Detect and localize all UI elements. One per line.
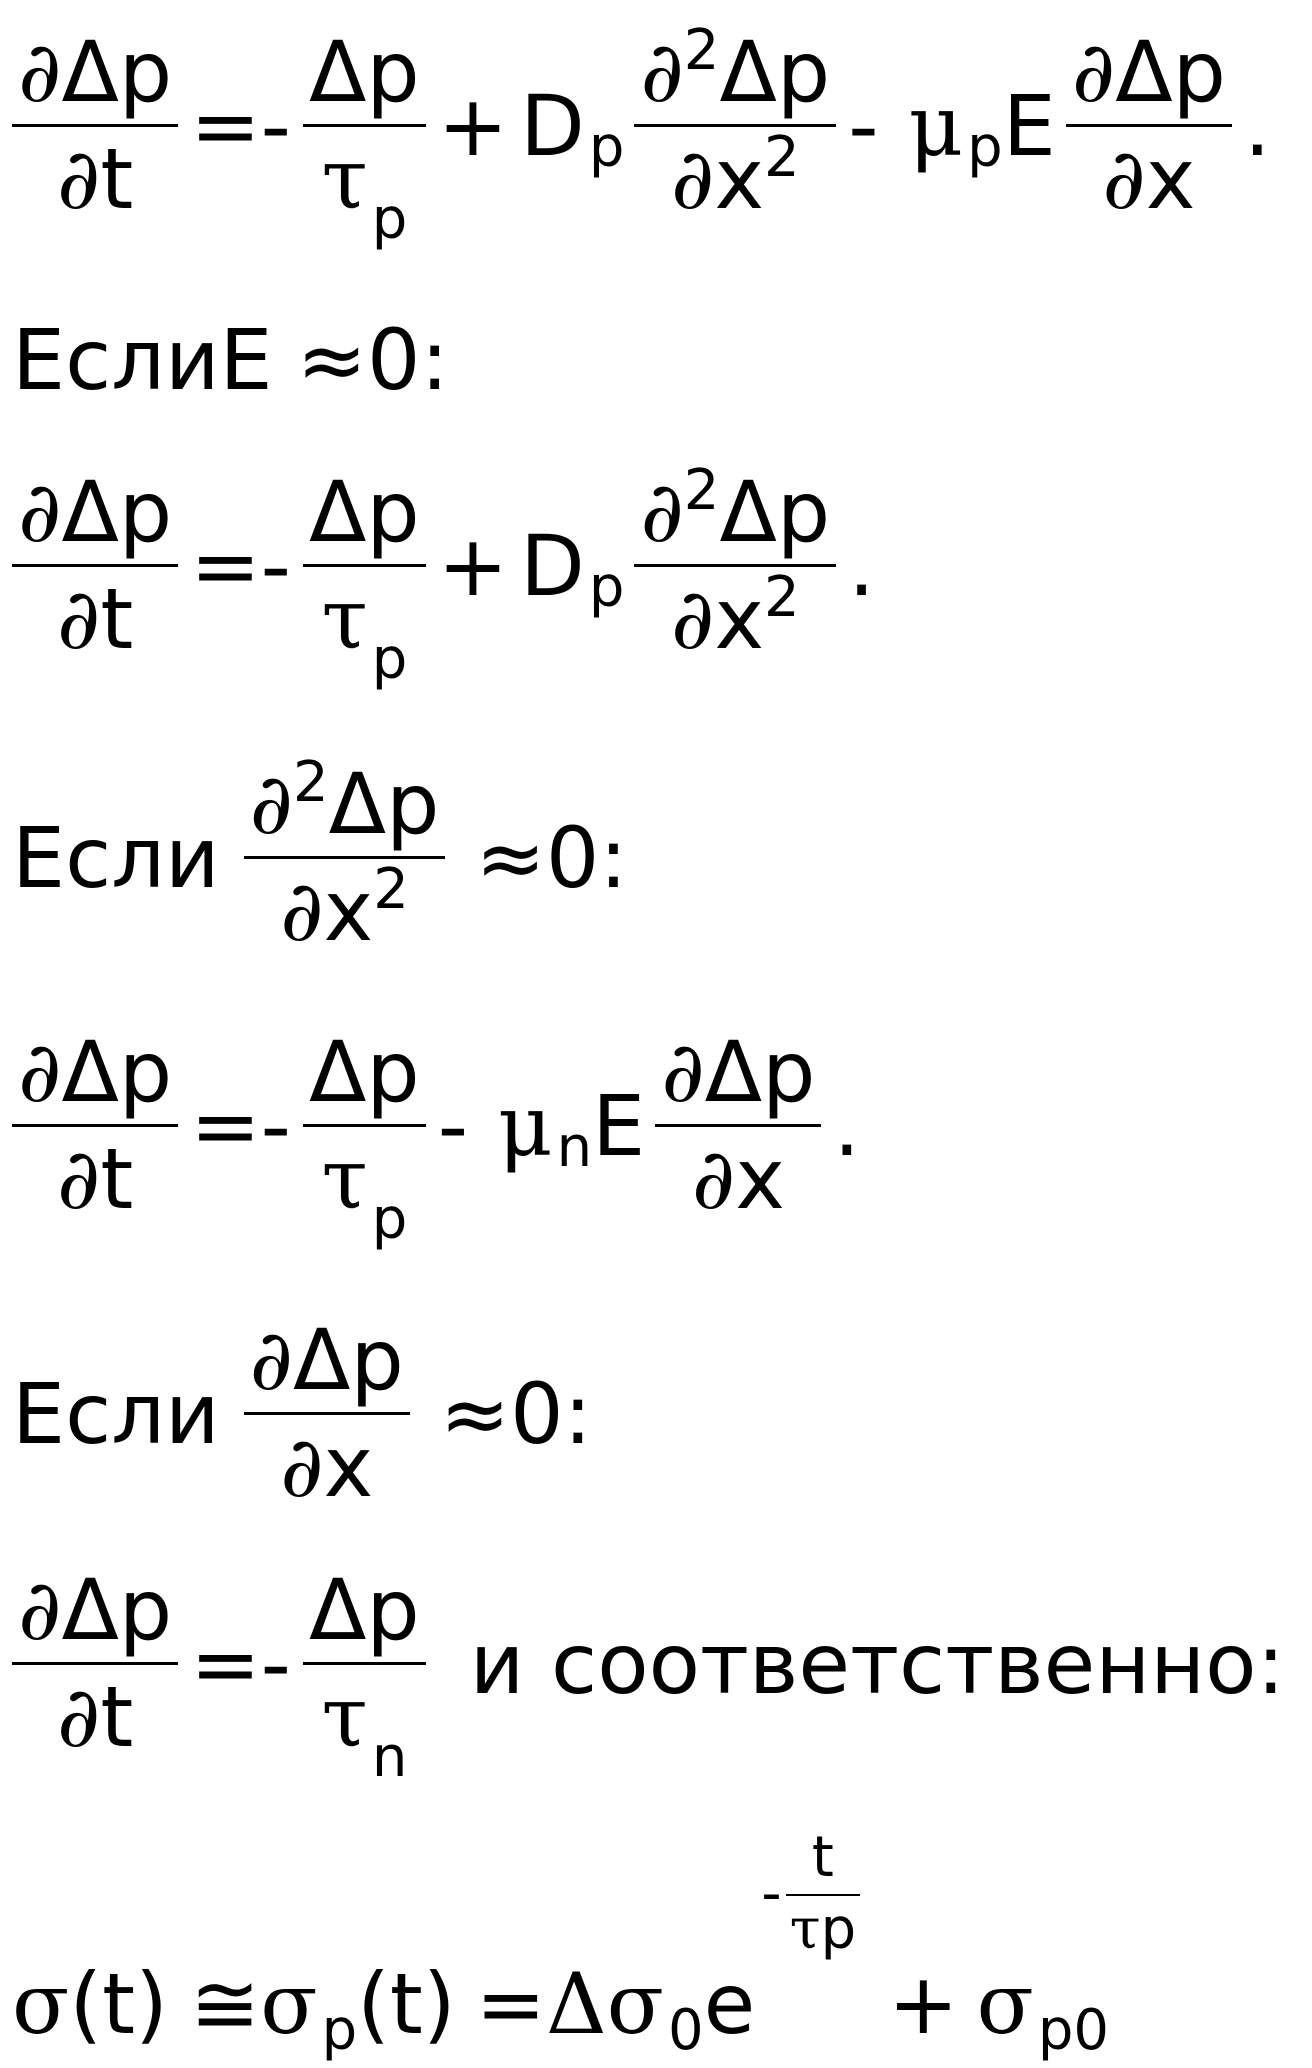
- subscript-p: p: [321, 1997, 358, 2063]
- partial-symbol: ∂: [56, 570, 101, 668]
- superscript-2: 2: [292, 750, 329, 815]
- equation-4: [12, 1561, 1285, 1790]
- fraction-d2p-dx2: [634, 18, 836, 228]
- fraction-dp-tau: [303, 1023, 426, 1252]
- condition-word: Если: [12, 808, 220, 907]
- superscript-2: 2: [764, 565, 800, 630]
- congruent-sign: ≅: [189, 1955, 261, 2053]
- var-x: x: [1145, 130, 1196, 228]
- zero: 0: [545, 808, 600, 907]
- var-t: t: [100, 1130, 134, 1228]
- fraction-dp-dt: [12, 463, 178, 668]
- var-t: t: [100, 1668, 134, 1766]
- subscript-p: p: [967, 115, 1003, 180]
- partial-symbol: ∂: [280, 862, 324, 960]
- partial-symbol: ∂: [56, 130, 101, 228]
- equals-sign: =: [475, 1955, 547, 2053]
- var-x: x: [323, 1418, 374, 1516]
- period: .: [833, 1076, 861, 1175]
- partial-symbol: ∂: [18, 1561, 62, 1659]
- plus-sign: +: [888, 1955, 959, 2053]
- plus-sign: +: [437, 516, 509, 615]
- delta-p: Δp: [328, 755, 440, 853]
- delta-sigma: Δσ: [546, 1955, 665, 2053]
- var-t: t: [102, 1955, 136, 2053]
- condition-word: Если: [12, 1364, 220, 1463]
- zero: 0: [510, 1364, 564, 1463]
- partial-symbol: ∂: [18, 23, 62, 121]
- equals-minus: =-: [190, 516, 291, 615]
- partial-symbol: ∂: [670, 570, 715, 668]
- partial-symbol: ∂: [640, 463, 684, 561]
- equation-5: σ ( t ) ≅ σ p ( t ) = Δσ 0 e - t τp + σ p0: [12, 1825, 1110, 2063]
- subscript-p0: p0: [1037, 1997, 1110, 2063]
- delta-p: Δp: [308, 23, 420, 121]
- var-x: x: [714, 570, 765, 668]
- subscript-p: p: [588, 115, 625, 180]
- superscript-2: 2: [373, 857, 409, 922]
- approx-sign: ≈: [475, 808, 546, 907]
- delta-p: Δp: [704, 1023, 816, 1121]
- var-x: x: [714, 130, 765, 228]
- subscript-p: p: [371, 187, 408, 252]
- delta-p: Δp: [308, 463, 420, 561]
- var-x: x: [323, 862, 374, 960]
- fraction-dp-tau-n: [303, 1561, 426, 1790]
- fraction-dp-dt: [12, 23, 178, 228]
- delta-p: Δp: [308, 1561, 420, 1659]
- plus-sign: +: [437, 76, 509, 175]
- tau-symbol: τ: [321, 1130, 368, 1228]
- equals-minus: =-: [190, 1076, 291, 1175]
- delta-p: Δp: [719, 463, 831, 561]
- sigma-symbol: σ: [976, 1955, 1034, 2053]
- mu-symbol: μ: [498, 1076, 553, 1175]
- var-e: e: [703, 1955, 756, 2053]
- approx-sign: ≈: [296, 311, 368, 409]
- partial-symbol: ∂: [1102, 130, 1146, 228]
- fraction-d2p-dx2: [244, 750, 446, 960]
- delta-p: Δp: [61, 23, 173, 121]
- tau-symbol: τ: [321, 130, 368, 228]
- delta-p: Δp: [61, 1023, 173, 1121]
- var-D: D: [520, 516, 585, 615]
- exponent: [761, 1825, 864, 1962]
- subscript-p: p: [371, 627, 408, 692]
- fraction-dp-tau: [303, 463, 426, 692]
- fraction-dp-dt: [12, 1561, 178, 1766]
- var-p: p: [820, 1897, 857, 1962]
- superscript-2: 2: [764, 125, 800, 190]
- condition-2: [12, 750, 628, 960]
- colon: :: [599, 808, 628, 907]
- exponent-fraction: [786, 1825, 861, 1962]
- var-t: t: [100, 130, 134, 228]
- delta-p: Δp: [292, 1311, 404, 1409]
- fraction-dp-dx: [1066, 23, 1232, 228]
- fraction-dp-tau: [303, 23, 426, 252]
- var-E: E: [1002, 76, 1056, 175]
- fraction-dp-dt: [12, 1023, 178, 1228]
- subscript-n: n: [556, 1115, 593, 1180]
- partial-symbol: ∂: [280, 1418, 324, 1516]
- condition-word: Если: [12, 311, 220, 409]
- equals-minus: =-: [190, 76, 291, 175]
- partial-symbol: ∂: [1071, 23, 1116, 121]
- subscript-p: p: [588, 555, 625, 620]
- partial-symbol: ∂: [18, 1023, 62, 1121]
- fraction-d2p-dx2: [634, 458, 836, 668]
- approx-sign: ≈: [439, 1364, 511, 1463]
- delta-p: Δp: [719, 23, 831, 121]
- var-x: x: [735, 1130, 785, 1228]
- period: .: [1244, 76, 1271, 175]
- partial-symbol: ∂: [56, 1130, 101, 1228]
- var-E: E: [219, 311, 273, 409]
- condition-1: [12, 311, 449, 409]
- superscript-2: 2: [683, 458, 720, 523]
- partial-symbol: ∂: [640, 23, 684, 121]
- partial-symbol: ∂: [691, 1130, 736, 1228]
- subscript-p: p: [371, 1187, 408, 1252]
- var-t: t: [811, 1825, 834, 1890]
- delta-p: Δp: [61, 1561, 173, 1659]
- mu-symbol: μ: [908, 76, 964, 175]
- delta-p: Δp: [308, 1023, 420, 1121]
- equals-minus: =-: [190, 1614, 291, 1713]
- var-E: E: [592, 1076, 646, 1175]
- colon: :: [563, 1364, 592, 1463]
- equation-1: [12, 18, 1273, 252]
- tau-symbol: τ: [789, 1897, 821, 1962]
- equation-3: [12, 1023, 862, 1252]
- period: .: [848, 516, 875, 615]
- consequence-text: и соответственно:: [469, 1614, 1285, 1713]
- partial-symbol: ∂: [249, 1311, 293, 1409]
- minus-sign: -: [437, 1076, 469, 1175]
- sigma-symbol: σ: [260, 1955, 318, 2053]
- colon: :: [420, 311, 449, 409]
- var-D: D: [520, 76, 585, 175]
- zero: 0: [367, 311, 421, 409]
- exponent-minus: -: [761, 1861, 782, 1926]
- fraction-dp-dx: [244, 1311, 410, 1516]
- partial-symbol: ∂: [18, 463, 62, 561]
- partial-symbol: ∂: [661, 1023, 705, 1121]
- subscript-0: 0: [668, 1997, 704, 2063]
- partial-symbol: ∂: [249, 755, 293, 853]
- tau-symbol: τ: [321, 1668, 368, 1766]
- equation-2: [12, 458, 877, 692]
- fraction-dp-dx: [655, 1023, 821, 1228]
- superscript-2: 2: [683, 18, 720, 83]
- delta-p: Δp: [61, 463, 173, 561]
- condition-3: [12, 1311, 592, 1516]
- delta-p: Δp: [1115, 23, 1226, 121]
- tau-symbol: τ: [321, 570, 368, 668]
- subscript-n: n: [371, 1725, 408, 1790]
- partial-symbol: ∂: [56, 1668, 101, 1766]
- partial-symbol: ∂: [670, 130, 715, 228]
- var-t: t: [100, 570, 134, 668]
- sigma-symbol: σ: [12, 1955, 70, 2053]
- minus-sign: -: [848, 76, 879, 175]
- var-t: t: [389, 1955, 423, 2053]
